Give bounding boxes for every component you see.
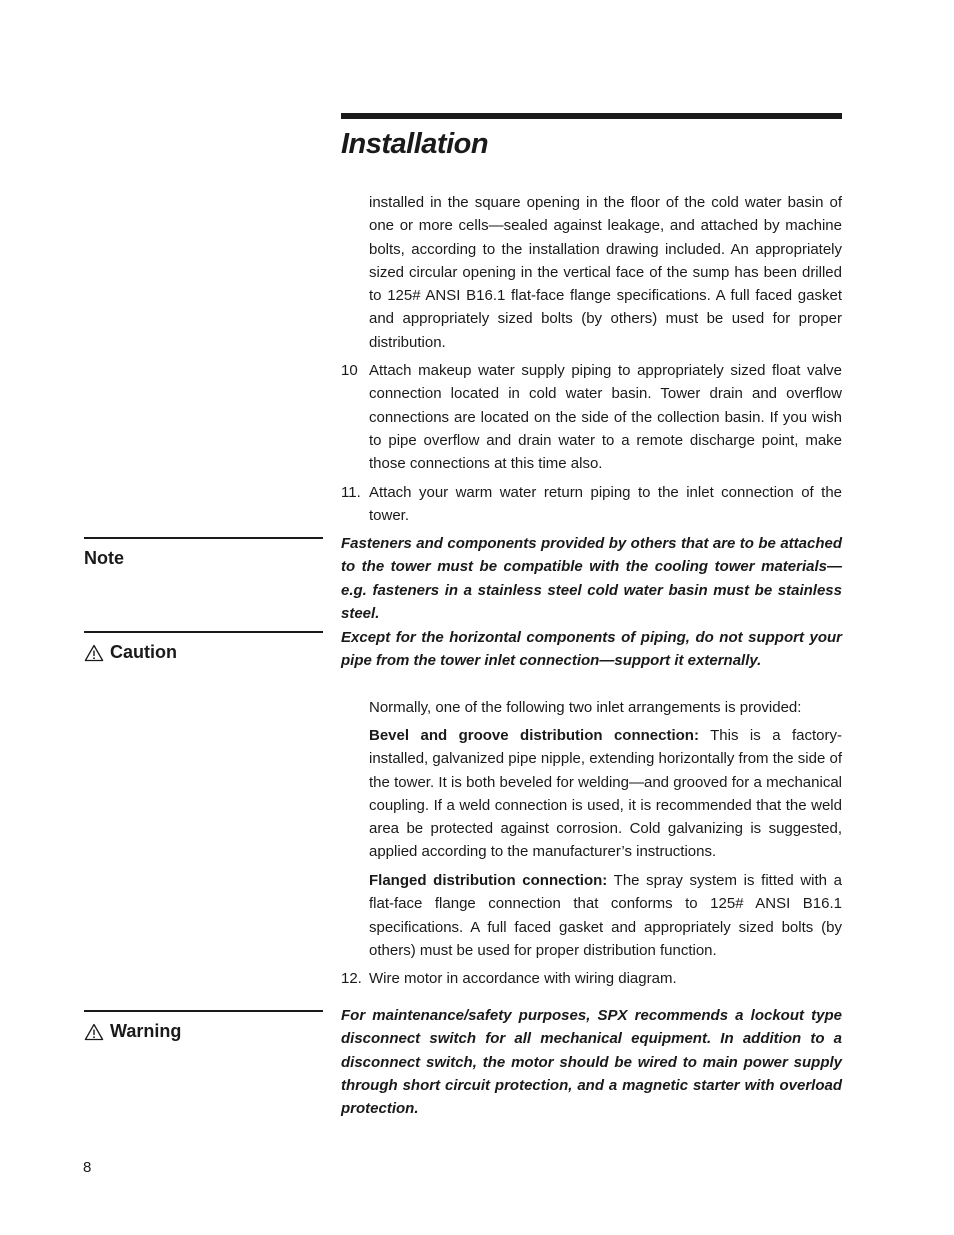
note-rule — [84, 537, 323, 539]
bevel-groove-text: This is a factory-installed, galvanized pipe nipple, extending horizontally from the side of the tower. It is both beveled for welding—and grooved for a mechanical coupling. If a weld connection is used, it is recommended that the weld area be protected against corrosion. Cold galvanizing is suggested, applied according to the manufacturer’s instructions. — [369, 727, 842, 861]
step12-number: 12. — [341, 970, 362, 987]
step12-text: Wire motor in accordance with wiring diagram. — [369, 970, 677, 987]
warning-triangle-icon — [84, 644, 104, 662]
step11-text: Attach your warm water return piping to the inlet connection of the tower. — [369, 484, 842, 525]
caution-label-text: Caution — [110, 642, 177, 662]
inlet-intro: Normally, one of the following two inlet arrangements is provided: — [369, 699, 802, 716]
warning-label — [84, 1021, 181, 1042]
caution-label — [84, 642, 177, 663]
step10-text: Attach makeup water supply piping to appropriately sized float valve connection located in cold water basin. Tower drain and overflow connections are located on the side of the collection basin. If you wish to pipe overflow and drain water to a remote discharge point, make those connections at this time also. — [369, 362, 842, 473]
warning-triangle-icon — [84, 1023, 104, 1041]
flanged-paragraph — [369, 869, 842, 962]
step10-number: 10 — [341, 362, 358, 379]
note-label — [84, 548, 124, 569]
bevel-groove-label: Bevel and groove distribution connection: — [369, 727, 699, 744]
caution-callout: Except for the horizontal components of piping, do not support your pipe from the tower inlet connection—support it externally. — [341, 629, 842, 670]
caution-rule — [84, 631, 323, 633]
warning-rule — [84, 1010, 323, 1012]
warning-callout: For maintenance/safety purposes, SPX recommends a lockout type disconnect switch for all mechanical equipment. In addition to a disconnect switch, the motor should be wired to main power supply through short circuit protection, and a magnetic starter with overload protection. — [341, 1007, 842, 1118]
note-label-text: Note — [84, 548, 124, 568]
bevel-groove-paragraph — [369, 724, 842, 864]
page-number: 8 — [83, 1159, 92, 1176]
header-rule — [341, 113, 842, 119]
flanged-label: Flanged distribution connection: — [369, 872, 608, 889]
page-title: Installation — [341, 128, 489, 160]
flanged-text: The spray system is fitted with a flat-face flange connection that conforms to 125# ANSI B16.1 specifications. A full faced gasket and appropriately sized bolts (by others) must be used for proper distribution function. — [369, 872, 842, 959]
step11-number: 11. — [341, 484, 361, 501]
step9-continuation: installed in the square opening in the floor of the cold water basin of one or more cells—sealed against leakage, and attached by machine bolts, according to the installation drawing included. An appropriately sized circular opening in the vertical face of the sump has been drilled to 125# ANSI B16.1 flat-face flange specifications. A full faced gasket and appropriately sized bolts (by others) must be used for proper distribution. — [369, 194, 842, 351]
note-callout: Fasteners and components provided by others that are to be attached to the tower must be compatible with the cooling tower materials—e.g. fasteners in a stainless steel cold water basin must be stainless steel. — [341, 535, 842, 622]
warning-label-text: Warning — [110, 1021, 182, 1041]
